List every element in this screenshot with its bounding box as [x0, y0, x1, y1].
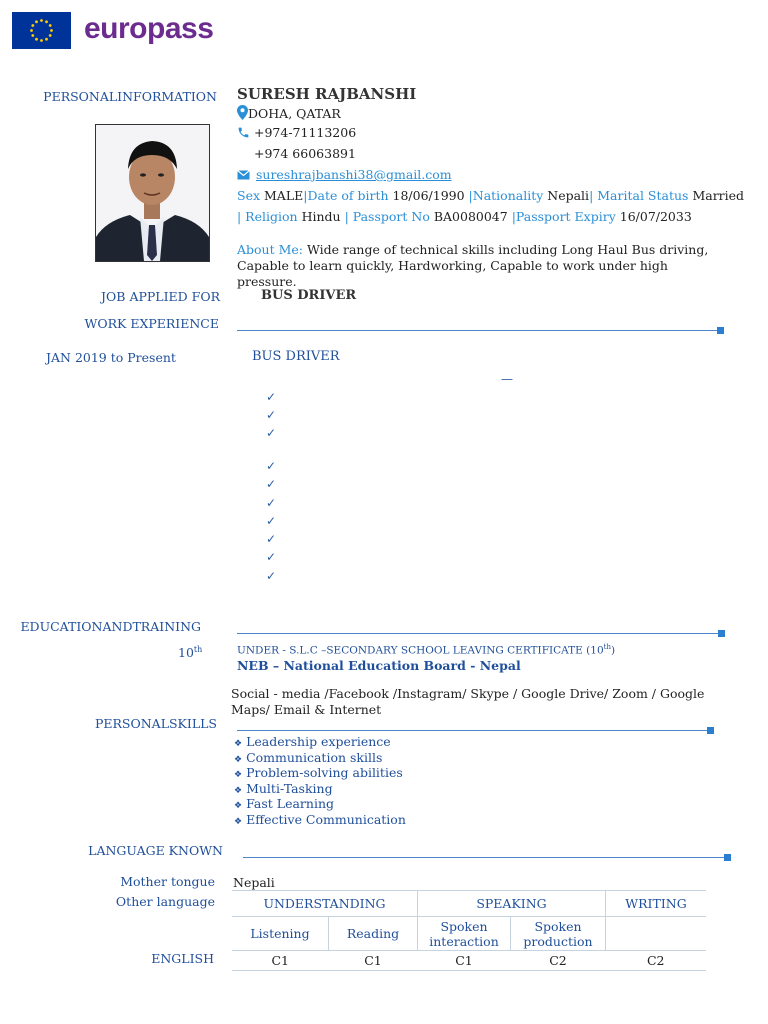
- list-item: [234, 812, 406, 828]
- expiry-label: |Passport Expiry: [511, 209, 616, 224]
- check-icon: ✓: [266, 496, 277, 510]
- about-me: [237, 242, 727, 290]
- passport-label: | Passport No: [344, 209, 430, 224]
- education-level-sup: th: [193, 645, 203, 654]
- location-row: [237, 105, 341, 121]
- language-known-label: LANGUAGE KNOWN: [88, 843, 223, 858]
- about-text: Wide range of technical skills including Long Haul Bus driving, Capable to learn quickly, Hardworking, Capable to work under high pressure.: [237, 242, 709, 289]
- phone-secondary[interactable]: +974 66063891: [254, 146, 356, 161]
- list-item: [234, 734, 406, 750]
- nationality-value: Nepali: [547, 188, 590, 203]
- english-spoken-production: C2: [511, 951, 606, 971]
- email-link[interactable]: sureshrajbanshi38@gmail.com: [255, 167, 452, 182]
- eu-flag: [12, 12, 71, 49]
- check-icon: ✓: [266, 408, 277, 422]
- work-dash: —: [501, 372, 513, 386]
- check-icon: ✓: [266, 426, 277, 440]
- list-item: [234, 765, 406, 781]
- english-listening: C1: [232, 951, 329, 971]
- sex-label: Sex: [237, 188, 261, 203]
- english-writing: C2: [606, 951, 707, 971]
- location-pin-icon: [237, 105, 248, 120]
- education-rule: [237, 633, 721, 634]
- check-icon: ✓: [266, 459, 277, 473]
- understanding-header: UNDERSTANDING: [232, 891, 418, 917]
- personal-skills-rule: [237, 730, 710, 731]
- language-table: [232, 890, 706, 971]
- sex-value: MALE: [264, 188, 304, 203]
- eu-stars-icon: [12, 12, 71, 49]
- other-language-label: Other language: [115, 894, 215, 909]
- education-board: NEB – National Education Board - Nepal: [237, 658, 521, 673]
- religion-value: Hindu: [301, 209, 341, 224]
- english-reading: C1: [329, 951, 418, 971]
- dob-value: 18/06/1990: [392, 188, 465, 203]
- skill-label: Communication skills: [246, 749, 383, 765]
- check-icon: ✓: [266, 477, 277, 491]
- email-row: [237, 167, 452, 182]
- listening-header: Listening: [232, 917, 329, 951]
- certificate-text: UNDER - S.L.C –SECONDARY SCHOOL LEAVING CERTIFICATE (10: [237, 644, 604, 657]
- skill-label: Leadership experience: [246, 734, 391, 749]
- full-name: SURESH RAJBANSHI: [237, 85, 417, 103]
- check-icon: ✓: [266, 532, 277, 546]
- diamond-bullet-icon: ❖: [234, 770, 243, 780]
- spoken-interaction-header: Spoken interaction: [418, 917, 511, 951]
- speaking-header: SPEAKING: [418, 891, 606, 917]
- check-icon: ✓: [266, 550, 277, 564]
- religion-label: | Religion: [237, 209, 298, 224]
- diamond-bullet-icon: ❖: [234, 816, 243, 827]
- about-label: About Me:: [237, 242, 304, 257]
- certificate-sup: th: [603, 643, 611, 651]
- phone-primary[interactable]: +974-71113206: [253, 125, 357, 140]
- expiry-value: 16/07/2033: [619, 209, 692, 224]
- skill-label: Multi-Tasking: [246, 780, 333, 796]
- table-row: [232, 951, 706, 971]
- nationality-label: |Nationality: [468, 188, 544, 203]
- skills-list: [234, 734, 406, 827]
- diamond-bullet-icon: ❖: [234, 754, 243, 765]
- diamond-bullet-icon: ❖: [234, 739, 243, 749]
- education-level: [178, 645, 202, 660]
- education-level-number: 10: [178, 645, 194, 661]
- location: DOHA, QATAR: [248, 106, 341, 121]
- education-label: EDUCATIONANDTRAINING: [20, 619, 201, 634]
- dob-label: |Date of birth: [303, 188, 389, 203]
- table-row: [232, 917, 706, 951]
- language-rule: [243, 857, 727, 858]
- table-row: [232, 891, 706, 917]
- english-label: ENGLISH: [151, 951, 214, 966]
- check-icon: ✓: [266, 569, 277, 583]
- work-period: JAN 2019 to Present: [46, 350, 176, 365]
- reading-header: Reading: [329, 917, 418, 951]
- profile-photo: [95, 124, 210, 262]
- skill-label: Problem-solving abilities: [246, 765, 403, 780]
- email-icon: [237, 170, 250, 180]
- personal-details-row-1: [237, 188, 744, 203]
- passport-value: BA0080047: [433, 209, 508, 224]
- personal-info-label: PERSONALINFORMATION: [43, 89, 217, 104]
- job-applied-value: BUS DRIVER: [261, 288, 357, 303]
- personal-details-row-2: [237, 209, 692, 224]
- certificate-title: [237, 643, 615, 657]
- marital-label: | Marital Status: [589, 188, 689, 203]
- certificate-end: ): [610, 644, 616, 657]
- diamond-bullet-icon: ❖: [234, 785, 243, 796]
- list-item: [234, 750, 406, 766]
- writing-header: WRITING: [606, 891, 707, 917]
- work-experience-rule: [237, 330, 720, 331]
- work-title: BUS DRIVER: [252, 349, 340, 364]
- writing-subheader-blank: [606, 917, 707, 951]
- check-icon: ✓: [266, 514, 277, 528]
- work-experience-label: WORK EXPERIENCE: [84, 316, 219, 331]
- marital-value: Married: [692, 188, 745, 203]
- phone-icon: [237, 126, 250, 139]
- personal-skills-label: PERSONALSKILLS: [94, 716, 217, 731]
- english-spoken-interaction: C1: [418, 951, 511, 971]
- mother-tongue-value: Nepali: [233, 875, 275, 890]
- mother-tongue-label: Mother tongue: [120, 874, 215, 889]
- spoken-production-header: Spoken production: [511, 917, 606, 951]
- list-item: [234, 781, 406, 797]
- job-applied-label: JOB APPLIED FOR: [101, 289, 220, 304]
- skill-label: Effective Communication: [246, 811, 406, 827]
- list-item: [234, 796, 406, 812]
- europass-logo: europass: [84, 12, 214, 45]
- digital-skills: Social - media /Facebook /Instagram/ Skype / Google Drive/ Zoom / Google Maps/ Email & Internet: [231, 686, 705, 717]
- skill-label: Fast Learning: [246, 796, 334, 811]
- phone-row: [237, 125, 356, 140]
- check-icon: ✓: [266, 390, 277, 404]
- diamond-bullet-icon: ❖: [234, 801, 243, 811]
